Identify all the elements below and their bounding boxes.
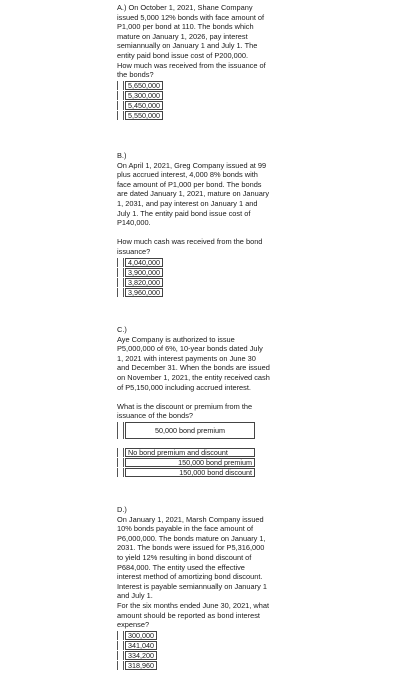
question-text-line: 10% bonds payable in the face amount of	[117, 524, 254, 534]
option-label: 3,900,000	[125, 268, 163, 277]
radio-marker[interactable]	[117, 422, 124, 439]
question-text-line: entity paid bond issue cost of P200,000.	[117, 50, 249, 60]
question-text-line: C.)	[117, 325, 127, 334]
answer-option-d4[interactable]	[117, 661, 302, 671]
answer-option-b3[interactable]	[117, 278, 302, 288]
question-d	[117, 505, 302, 671]
question-text-line: face amount of P1,000 per bond. The bonds	[117, 179, 262, 189]
answer-option-b4[interactable]	[117, 287, 302, 297]
option-label: 4,040,000	[125, 258, 163, 267]
question-text-line: B.)	[117, 151, 127, 160]
answer-option-d1[interactable]	[117, 631, 302, 641]
radio-marker[interactable]	[117, 91, 124, 100]
question-text-line: P140,000.	[117, 218, 151, 228]
question-text-line: and December 31. When the bonds are issued	[117, 363, 270, 373]
question-text-line: 1, 2021 with interest payments on June 30	[117, 353, 256, 363]
radio-marker[interactable]	[117, 81, 124, 90]
answer-option-b1[interactable]	[117, 258, 302, 268]
question-prompt-line: issuance?	[117, 246, 151, 256]
question-text-line: For the six months ended June 30, 2021, what	[117, 600, 270, 610]
answer-option-b2[interactable]	[117, 268, 302, 278]
radio-marker[interactable]	[117, 268, 124, 277]
answer-option-d2[interactable]	[117, 641, 302, 651]
question-text-line: 1, 2031, and pay interest on January 1 and	[117, 198, 258, 208]
question-c	[117, 325, 302, 477]
radio-marker[interactable]	[117, 641, 124, 650]
answer-options	[117, 631, 302, 671]
question-text-line: on November 1, 2021, the entity received cash	[117, 372, 270, 382]
question-text-line: D.)	[117, 505, 127, 514]
answer-option-a1[interactable]	[117, 81, 302, 91]
option-label: 3,960,000	[125, 288, 163, 297]
radio-marker[interactable]	[117, 448, 124, 457]
option-label: 150,000 bond discount	[125, 468, 255, 477]
question-prompt-line: What is the discount or premium from the	[117, 401, 253, 411]
option-label: 5,300,000	[125, 91, 163, 100]
question-b	[117, 151, 302, 297]
option-label: 318,960	[125, 661, 157, 670]
option-label: 5,550,000	[125, 111, 163, 120]
answer-option-c2[interactable]	[117, 447, 302, 457]
question-text-line: and July 1.	[117, 591, 153, 601]
option-label: 5,450,000	[125, 101, 163, 110]
question-text-line: to yield 12% resulting in bond discount of	[117, 552, 252, 562]
question-text-line: Aye Company is authorized to issue	[117, 334, 235, 344]
question-text-line: P6,000,000. The bonds mature on January 1,	[117, 533, 266, 543]
question-text-line: interest method of amortizing bond discount.	[117, 572, 263, 582]
radio-marker[interactable]	[117, 288, 124, 297]
answer-option-c3[interactable]	[117, 457, 302, 467]
question-text-line: issued 5,000 12% bonds with face amount of	[117, 12, 265, 22]
answer-options	[117, 258, 302, 298]
radio-marker[interactable]	[117, 458, 124, 467]
radio-marker[interactable]	[117, 661, 124, 670]
answer-option-a3[interactable]	[117, 101, 302, 111]
radio-marker[interactable]	[117, 278, 124, 287]
answer-options	[117, 422, 302, 477]
question-text-line: P684,000. The entity used the effective	[117, 562, 245, 572]
question-text-line: Interest is payable semiannually on January 1	[117, 581, 267, 591]
answer-option-d3[interactable]	[117, 651, 302, 661]
answer-option-a4[interactable]	[117, 111, 302, 121]
answer-option-a2[interactable]	[117, 91, 302, 101]
question-text-line: plus accrued interest, 4,000 8% bonds with	[117, 170, 258, 180]
question-a	[117, 3, 302, 121]
answer-options	[117, 81, 302, 121]
radio-marker[interactable]	[117, 258, 124, 267]
radio-marker[interactable]	[117, 651, 124, 660]
question-prompt-line: How much cash was received from the bond	[117, 237, 263, 247]
answer-option-c1[interactable]	[117, 422, 302, 439]
option-label: 150,000 bond premium	[125, 458, 255, 467]
option-label: 334,200	[125, 651, 157, 660]
question-text-line: On April 1, 2021, Greg Company issued at 99	[117, 160, 267, 170]
question-text-line: How much was received from the issuance of	[117, 60, 266, 70]
question-text-line: expense?	[117, 620, 150, 630]
question-text-line: July 1. The entity paid bond issue cost of	[117, 208, 251, 218]
question-text-line: mature on January 1, 2026, pay interest	[117, 31, 248, 41]
radio-marker[interactable]	[117, 468, 124, 477]
option-label: No bond premium and discount	[125, 448, 255, 457]
question-text-line: P5,000,000 of 6%, 10-year bonds dated July	[117, 344, 263, 354]
option-label: 341,040	[125, 641, 157, 650]
question-text-line: 2031. The bonds were issued for P5,316,000	[117, 543, 265, 553]
option-label: 50,000 bond premium	[125, 422, 255, 439]
question-text-line: are dated January 1, 2021, mature on January	[117, 189, 270, 199]
radio-marker[interactable]	[117, 101, 124, 110]
question-prompt-line: issuance of the bonds?	[117, 411, 194, 421]
answer-option-c4[interactable]	[117, 467, 302, 477]
question-text-line: On January 1, 2021, Marsh Company issued	[117, 514, 264, 524]
radio-marker[interactable]	[117, 631, 124, 640]
option-label: 300,000	[125, 631, 157, 640]
question-text-line: A.) On October 1, 2021, Shane Company	[117, 3, 253, 12]
question-text-line: of P5,150,000 including accrued interest.	[117, 382, 251, 392]
question-text-line: amount should be reported as bond interest	[117, 610, 260, 620]
question-text-line: semiannually on January 1 and July 1. The	[117, 41, 258, 51]
option-label: 3,820,000	[125, 278, 163, 287]
option-label: 5,650,000	[125, 81, 163, 90]
radio-marker[interactable]	[117, 111, 124, 120]
question-text-line: the bonds?	[117, 70, 154, 80]
question-text-line: P1,000 per bond at 110. The bonds which	[117, 22, 254, 32]
